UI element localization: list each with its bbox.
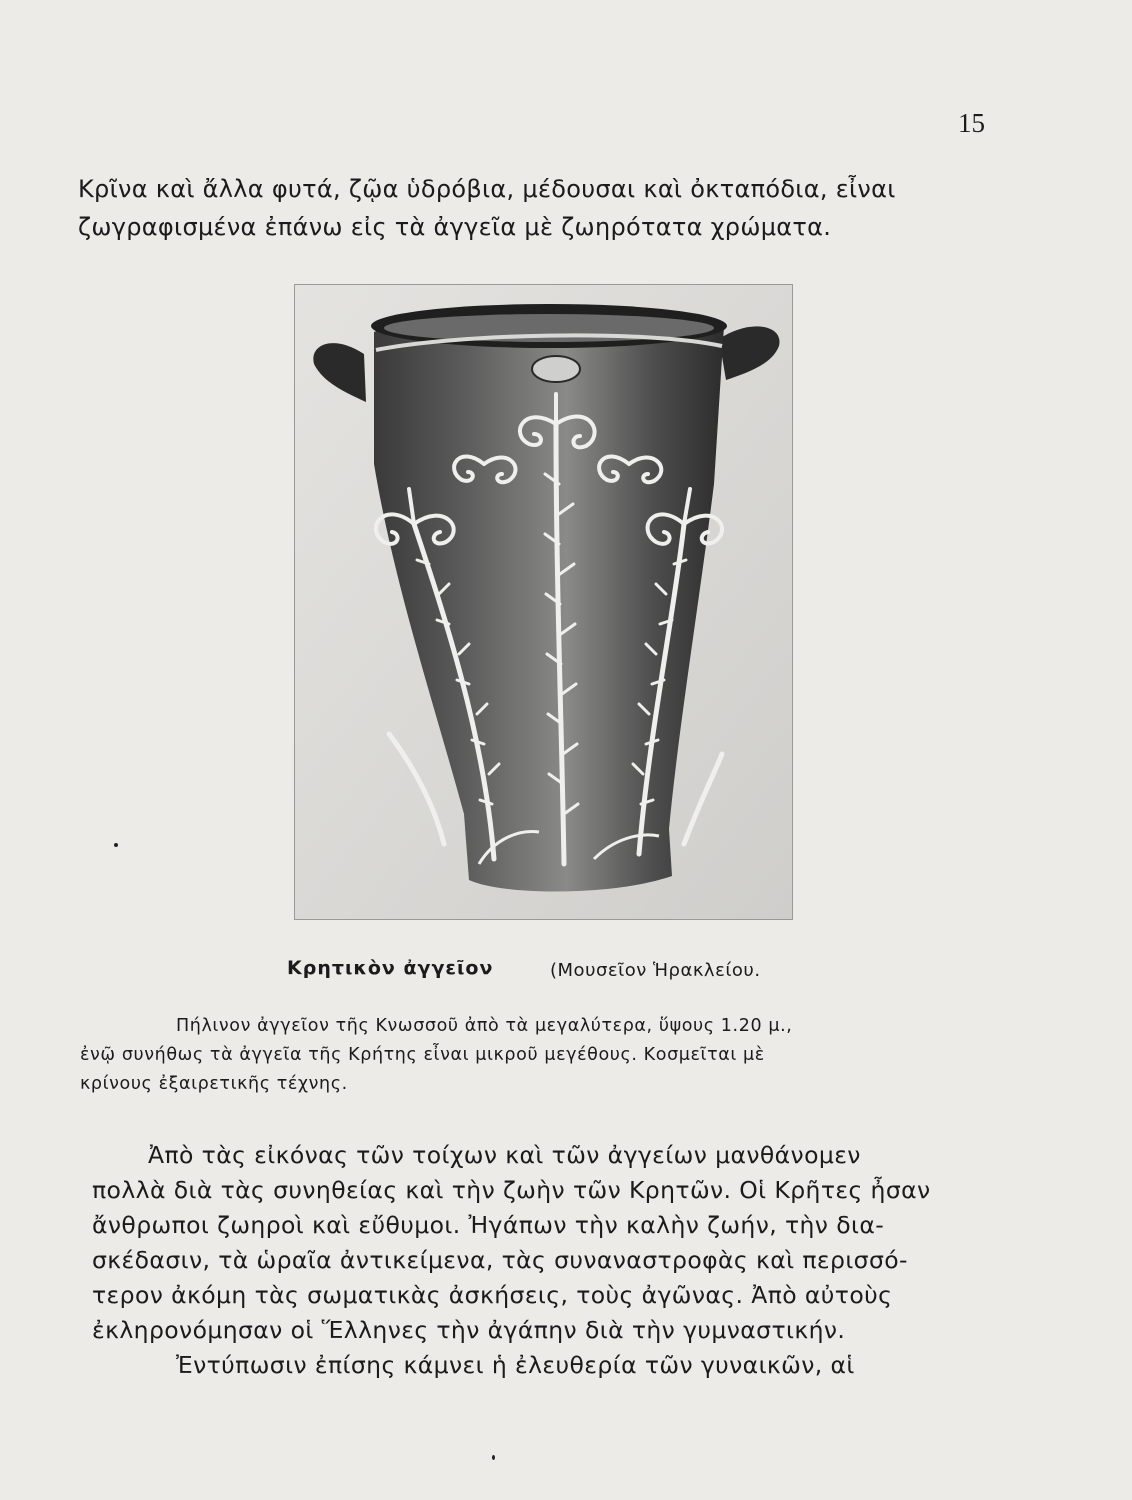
caption-line: Πήλινον ἀγγεῖον τῆς Κνωσσοῦ ἀπὸ τὰ μεγαλύτερα, ὕψους 1.20 μ., <box>176 1016 793 1036</box>
figure-caption-body <box>80 1012 995 1099</box>
text-line: πολλὰ διὰ τὰς συνηθείας καὶ τὴν ζωὴν τῶν Κρητῶν. Οἱ Κρῆτες ἦσαν <box>92 1176 931 1204</box>
text-line: τερον ἀκόμη τὰς σωματικὰς ἀσκήσεις, τοὺς ἀγῶνας. Ἀπὸ αὐτοὺς <box>92 1281 893 1309</box>
text-line: Ἐντύπωσιν ἐπίσης κάμνει ἡ ἐλευθερία τῶν γυναικῶν, αἱ <box>176 1351 855 1379</box>
caption-line: ἐνῷ συνήθως τὰ ἀγγεῖα τῆς Κρήτης εἶναι μικροῦ μεγέθους. Κοσμεῖται μὲ <box>80 1045 765 1065</box>
text-line: Ἀπὸ τὰς εἰκόνας τῶν τοίχων καὶ τῶν ἀγγείων μανθάνομεν <box>148 1141 861 1169</box>
vase-photo <box>294 284 793 920</box>
text-line: ἐκληρονόμησαν οἱ Ἕλληνες τὴν ἀγάπην διὰ τὴν γυμναστικήν. <box>92 1316 846 1344</box>
main-paragraph <box>92 1138 997 1383</box>
print-speck <box>114 843 118 847</box>
text-line: ζωγραφισμένα ἐπάνω εἰς τὰ ἀγγεῖα μὲ ζωηρότατα χρώματα. <box>78 213 832 241</box>
text-line: Κρῖνα καὶ ἄλλα φυτά, ζῷα ὑδρόβια, μέδουσαι καὶ ὀκταπόδια, εἶναι <box>78 175 896 203</box>
text-line: ἄνθρωποι ζωηροὶ καὶ εὔθυμοι. Ἠγάπων τὴν καλὴν ζωήν, τὴν δια- <box>92 1211 885 1239</box>
page-number: 15 <box>958 108 985 138</box>
vase-illustration <box>294 284 793 920</box>
caption-line: κρίνους ἐξαιρετικῆς τέχνης. <box>80 1074 348 1094</box>
figure-caption-museum: (Μουσεῖον Ἡρακλείου. <box>550 960 761 981</box>
text-line: σκέδασιν, τὰ ὡραῖα ἀντικείμενα, τὰς συναναστροφὰς καὶ περισσό- <box>92 1246 908 1274</box>
print-speck <box>492 1455 495 1460</box>
intro-paragraph <box>78 170 993 246</box>
figure-caption-title: Κρητικὸν ἀγγεῖον <box>287 957 494 979</box>
